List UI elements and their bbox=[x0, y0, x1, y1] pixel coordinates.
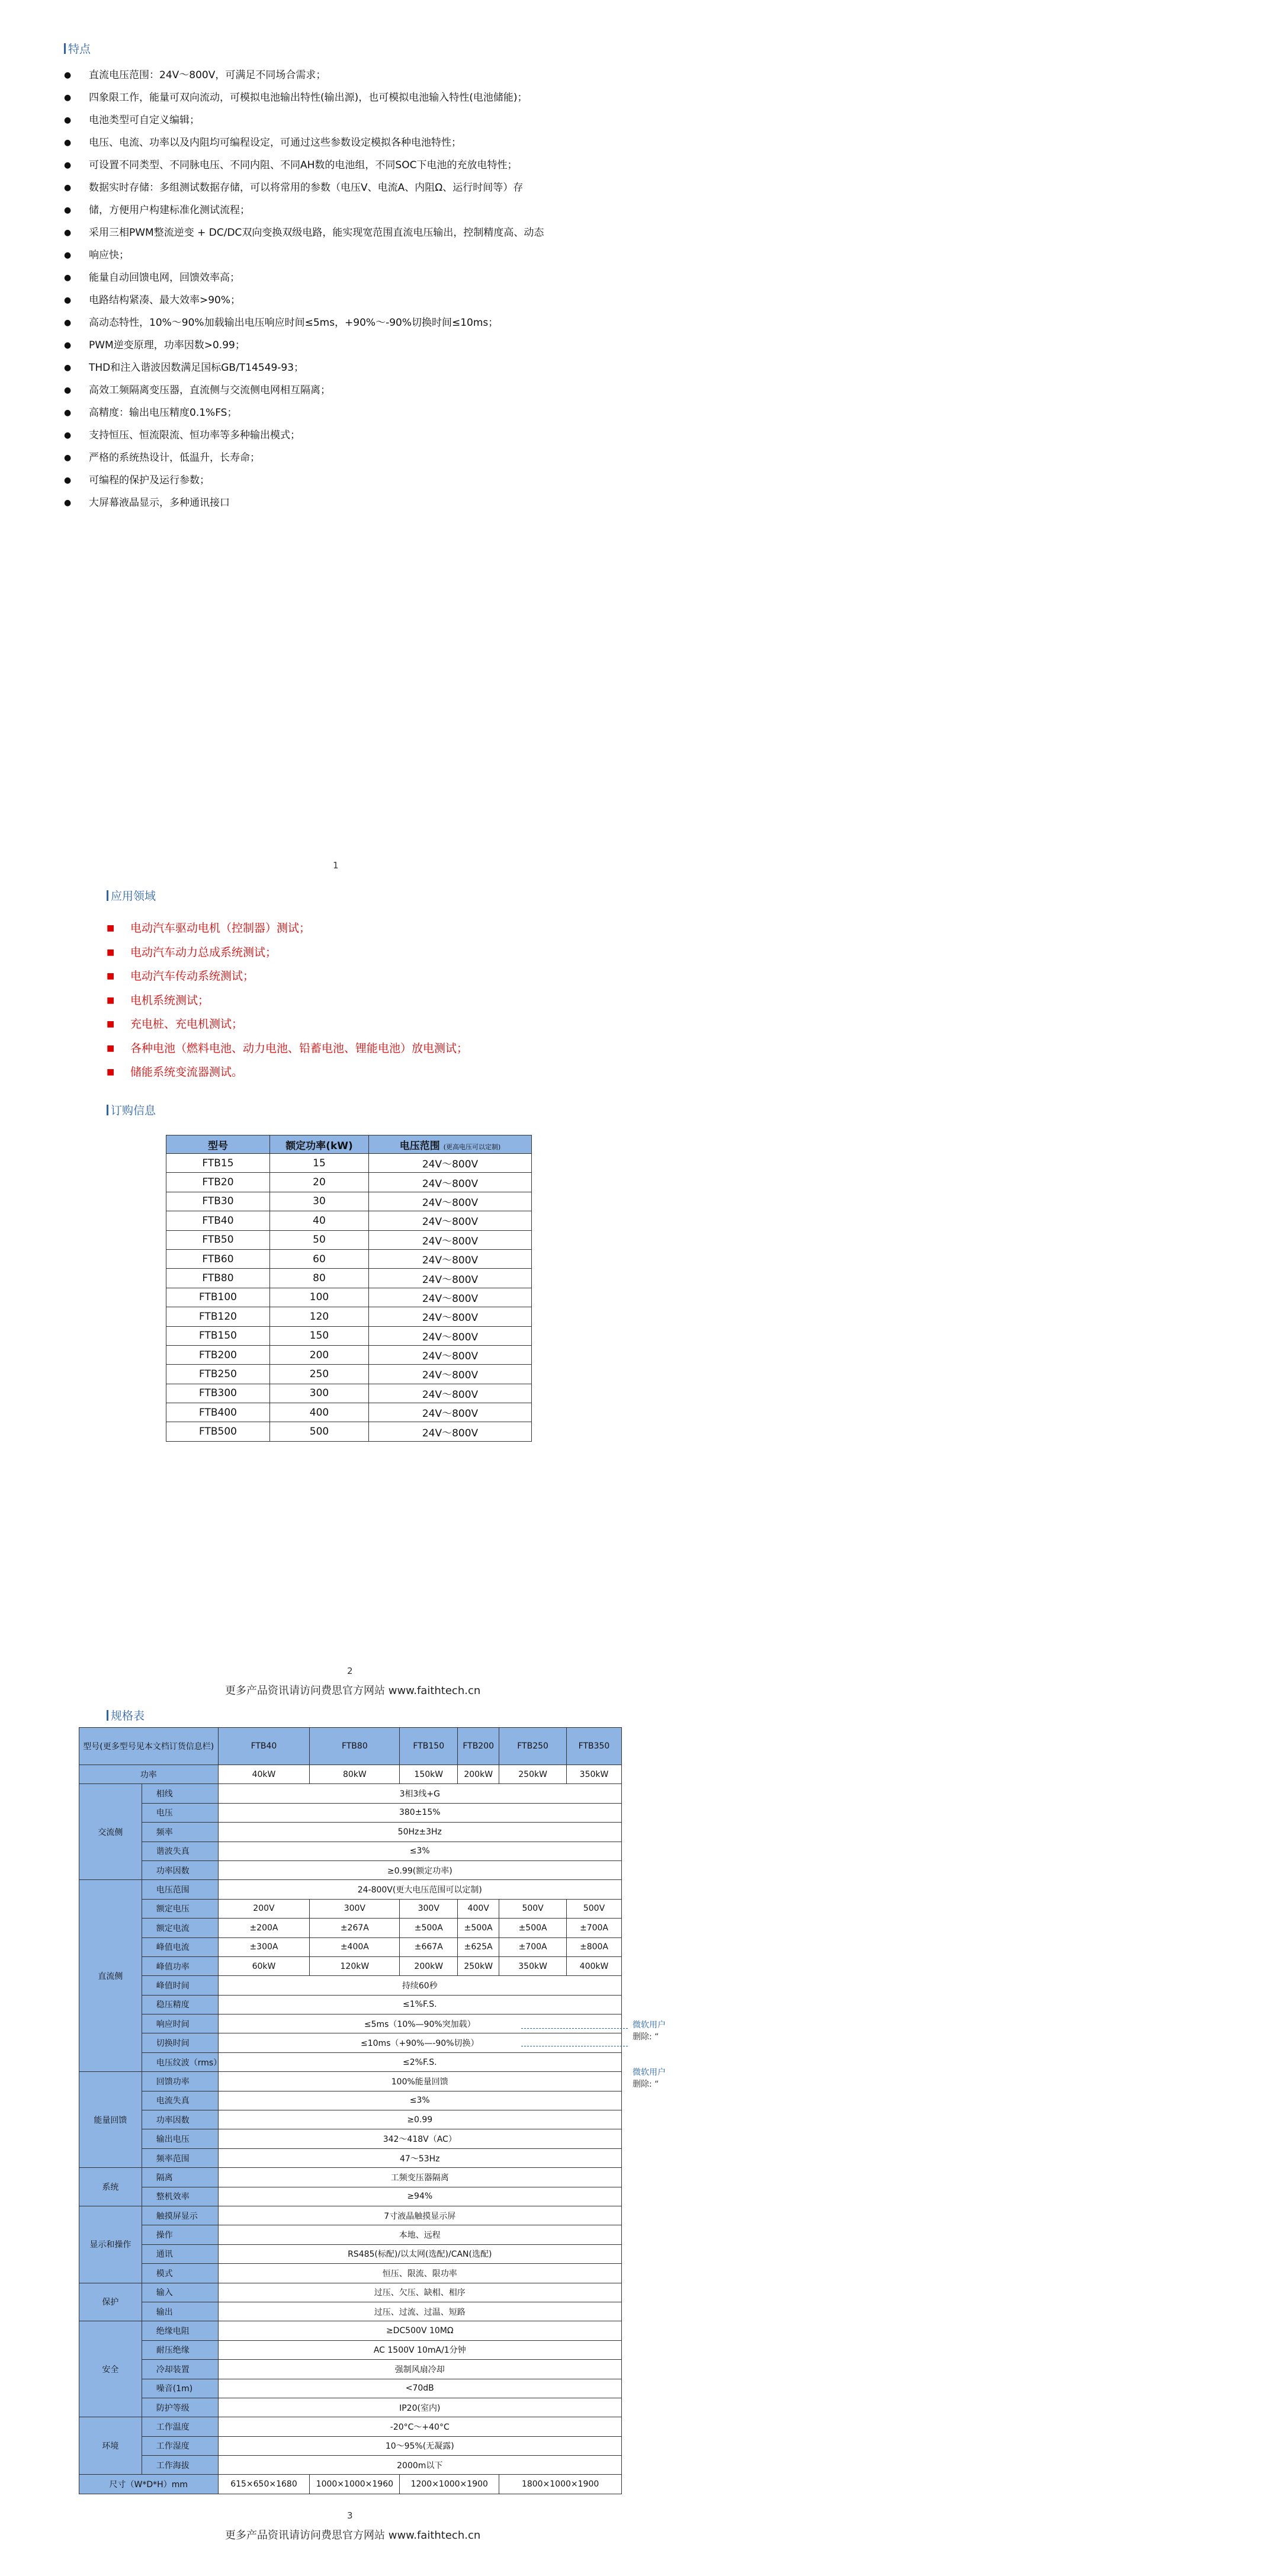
table-cell: ±500A bbox=[400, 1919, 458, 1937]
table-row bbox=[79, 2148, 622, 2167]
table-cell: 250 bbox=[270, 1365, 369, 1384]
table-row bbox=[166, 1365, 532, 1384]
table-cell: 工作温度 bbox=[142, 2417, 218, 2436]
table-row bbox=[79, 1995, 622, 2014]
model-cell: FTB200 bbox=[458, 1728, 499, 1765]
table-cell: 稳压精度 bbox=[142, 1995, 218, 2014]
table-cell: FTB60 bbox=[166, 1249, 270, 1268]
table-row bbox=[79, 1784, 622, 1803]
model-cell: FTB350 bbox=[567, 1728, 622, 1765]
table-row bbox=[79, 2110, 622, 2129]
table-row bbox=[79, 2225, 622, 2244]
table-cell: ±700A bbox=[499, 1937, 567, 1956]
table-cell: 绝缘电阻 bbox=[142, 2321, 218, 2340]
table-cell: 20 bbox=[270, 1173, 369, 1192]
table-cell: FTB40 bbox=[166, 1211, 270, 1230]
table-cell: 频率范围 bbox=[142, 2148, 218, 2167]
table-cell: 120kW bbox=[310, 1956, 400, 1975]
feature-item: ● 电池类型可自定义编辑； bbox=[64, 109, 621, 131]
feature-item-cont: ● 响应快； bbox=[64, 244, 621, 267]
table-row bbox=[166, 1384, 532, 1403]
table-row bbox=[166, 1249, 532, 1268]
table-row bbox=[79, 2417, 622, 2436]
table-cell: FTB200 bbox=[166, 1345, 270, 1364]
table-cell: FTB50 bbox=[166, 1230, 270, 1249]
page-footer: 更多产品资讯请访问费思官方网站 www.faithtech.cn bbox=[225, 2529, 481, 2542]
table-cell: 200V bbox=[218, 1899, 310, 1918]
table-cell: ≤3% bbox=[218, 1842, 621, 1860]
group-label: 直流侧 bbox=[79, 1880, 142, 2072]
power-label: 功率 bbox=[79, 1765, 219, 1784]
table-cell: 峰值时间 bbox=[142, 1976, 218, 1995]
table-cell: 80 bbox=[270, 1269, 369, 1288]
table-cell: 350kW bbox=[567, 1765, 622, 1784]
comment-text: 删除: “ bbox=[633, 2080, 659, 2089]
table-cell: 通讯 bbox=[142, 2244, 218, 2263]
table-cell: IP20(室内) bbox=[218, 2398, 621, 2417]
table-cell: 24V～800V bbox=[369, 1249, 532, 1268]
table-cell: 额定电压 bbox=[142, 1899, 218, 1918]
table-row bbox=[79, 1956, 622, 1975]
table-cell: 触摸屏显示 bbox=[142, 2206, 218, 2225]
table-cell: ≤3% bbox=[218, 2091, 621, 2110]
comment-text: 删除: “ bbox=[633, 2032, 659, 2042]
group-label: 交流侧 bbox=[79, 1784, 142, 1880]
table-cell: 回馈功率 bbox=[142, 2072, 218, 2091]
table-row bbox=[79, 2033, 622, 2052]
table-cell: 15 bbox=[270, 1154, 369, 1173]
model-cell: FTB40 bbox=[218, 1728, 310, 1765]
table-cell: FTB80 bbox=[166, 1269, 270, 1288]
application-item: ■ 充电桩、充电机测试； bbox=[107, 1012, 468, 1037]
table-row bbox=[79, 1937, 622, 1956]
table-cell: 50 bbox=[270, 1230, 369, 1249]
table-cell: -20°C～+40°C bbox=[218, 2417, 621, 2436]
application-item: ■ 电动汽车动力总成系统测试； bbox=[107, 941, 468, 965]
table-cell: 47～53Hz bbox=[218, 2148, 621, 2167]
table-row bbox=[79, 1976, 622, 1995]
table-cell: 300 bbox=[270, 1384, 369, 1403]
table-row bbox=[166, 1345, 532, 1364]
table-row bbox=[79, 2283, 622, 2302]
table-cell: 输出 bbox=[142, 2302, 218, 2321]
table-row bbox=[166, 1173, 532, 1192]
comment-balloon[interactable] bbox=[633, 2066, 666, 2090]
table-cell: ±625A bbox=[458, 1937, 499, 1956]
model-cell: FTB150 bbox=[400, 1728, 458, 1765]
group-label: 环境 bbox=[79, 2417, 142, 2475]
table-cell: 过压、欠压、缺相、相序 bbox=[218, 2283, 621, 2302]
table-cell: 400 bbox=[270, 1403, 369, 1422]
table-cell: 输入 bbox=[142, 2283, 218, 2302]
table-row bbox=[79, 2206, 622, 2225]
table-cell: 24-800V(更大电压范围可以定制) bbox=[218, 1880, 621, 1899]
order-header-power: 额定功率(kW) bbox=[270, 1135, 369, 1154]
table-cell: 工作海拔 bbox=[142, 2456, 218, 2475]
features-list bbox=[64, 64, 621, 514]
table-row bbox=[79, 2456, 622, 2475]
table-cell: 250kW bbox=[458, 1956, 499, 1975]
table-row bbox=[166, 1230, 532, 1249]
table-cell: <70dB bbox=[218, 2379, 621, 2398]
table-cell: ±267A bbox=[310, 1919, 400, 1937]
order-header-voltage: 电压范围 (更高电压可以定制) bbox=[369, 1135, 532, 1154]
group-label: 系统 bbox=[79, 2168, 142, 2206]
table-cell: 谐波失真 bbox=[142, 1842, 218, 1860]
table-row bbox=[79, 2091, 622, 2110]
table-cell: 操作 bbox=[142, 2225, 218, 2244]
table-cell: 200 bbox=[270, 1345, 369, 1364]
table-cell: 120 bbox=[270, 1307, 369, 1326]
table-cell: 噪音(1m) bbox=[142, 2379, 218, 2398]
feature-item: ● 直流电压范围：24V～800V，可满足不同场合需求； bbox=[64, 64, 621, 86]
table-cell: 24V～800V bbox=[369, 1345, 532, 1364]
table-cell: 24V～800V bbox=[369, 1211, 532, 1230]
table-cell: ≤2%F.S. bbox=[218, 2052, 621, 2071]
order-table bbox=[166, 1135, 532, 1442]
table-cell: 250kW bbox=[499, 1765, 567, 1784]
table-cell: 切换时间 bbox=[142, 2033, 218, 2052]
feature-item: ● PWM逆变原理，功率因数>0.99； bbox=[64, 334, 621, 357]
table-row bbox=[79, 1765, 622, 1784]
feature-item: ● 大屏幕液晶显示，多种通讯接口 bbox=[64, 492, 621, 514]
table-cell: 30 bbox=[270, 1192, 369, 1211]
table-cell: 200kW bbox=[458, 1765, 499, 1784]
table-cell: ≤10ms（+90%—-90%切换） bbox=[218, 2033, 621, 2052]
table-row bbox=[79, 2168, 622, 2187]
table-cell: ±500A bbox=[499, 1919, 567, 1937]
table-cell: 功率因数 bbox=[142, 2110, 218, 2129]
table-cell: 工作湿度 bbox=[142, 2436, 218, 2455]
order-header-model: 型号 bbox=[166, 1135, 270, 1154]
table-cell: 300V bbox=[400, 1899, 458, 1918]
table-cell: 500 bbox=[270, 1422, 369, 1441]
order-header-note: (更高电压可以定制) bbox=[443, 1143, 501, 1151]
table-cell: 1200×1000×1900 bbox=[400, 2475, 499, 2494]
table-cell: 1800×1000×1900 bbox=[499, 2475, 622, 2494]
group-label: 显示和操作 bbox=[79, 2206, 142, 2283]
table-cell: 恒压、限流、限功率 bbox=[218, 2264, 621, 2283]
table-cell: 150 bbox=[270, 1326, 369, 1345]
table-row bbox=[166, 1135, 532, 1154]
table-row bbox=[79, 2379, 622, 2398]
table-row bbox=[166, 1422, 532, 1441]
table-cell: FTB500 bbox=[166, 1422, 270, 1441]
table-row bbox=[79, 2244, 622, 2263]
table-cell: FTB120 bbox=[166, 1307, 270, 1326]
table-cell: 持续60秒 bbox=[218, 1976, 621, 1995]
table-row bbox=[79, 1823, 622, 1842]
table-row bbox=[79, 2264, 622, 2283]
table-cell: 100%能量回馈 bbox=[218, 2072, 621, 2091]
applications-list bbox=[107, 916, 468, 1085]
table-row bbox=[79, 1803, 622, 1822]
table-cell: ≥0.99 bbox=[218, 2110, 621, 2129]
table-cell: 24V～800V bbox=[369, 1192, 532, 1211]
table-row bbox=[79, 2052, 622, 2071]
table-cell: 200kW bbox=[400, 1956, 458, 1975]
table-cell: FTB300 bbox=[166, 1384, 270, 1403]
model-cell: FTB250 bbox=[499, 1728, 567, 1765]
table-row bbox=[79, 2475, 622, 2494]
table-row bbox=[79, 2129, 622, 2148]
table-cell: 24V～800V bbox=[369, 1154, 532, 1173]
table-cell: 2000m以下 bbox=[218, 2456, 621, 2475]
table-cell: 380±15% bbox=[218, 1803, 621, 1822]
feature-item: ● 能量自动回馈电网，回馈效率高； bbox=[64, 267, 621, 289]
table-cell: ±667A bbox=[400, 1937, 458, 1956]
table-cell: 防护等级 bbox=[142, 2398, 218, 2417]
table-cell: 电压范围 bbox=[142, 1880, 218, 1899]
feature-item: ● 可编程的保护及运行参数； bbox=[64, 469, 621, 492]
application-item: ■ 电机系统测试； bbox=[107, 989, 468, 1013]
table-cell: ±500A bbox=[458, 1919, 499, 1937]
table-cell: ±300A bbox=[218, 1937, 310, 1956]
table-cell: ≥0.99(额定功率) bbox=[218, 1860, 621, 1879]
table-cell: 10～95%(无凝露) bbox=[218, 2436, 621, 2455]
table-row bbox=[79, 2072, 622, 2091]
table-cell: 整机效率 bbox=[142, 2187, 218, 2206]
table-cell: FTB100 bbox=[166, 1288, 270, 1307]
table-row bbox=[79, 1919, 622, 1937]
spec-title: 规格表 bbox=[107, 1707, 145, 1723]
table-cell: 本地、远程 bbox=[218, 2225, 621, 2244]
table-cell: 24V～800V bbox=[369, 1173, 532, 1192]
table-cell: 7寸液晶触摸显示屏 bbox=[218, 2206, 621, 2225]
table-cell: 500V bbox=[499, 1899, 567, 1918]
comment-balloon[interactable] bbox=[633, 2019, 666, 2042]
table-row bbox=[79, 1842, 622, 1860]
table-cell: 隔离 bbox=[142, 2168, 218, 2187]
feature-item: ● 高效工频隔离变压器，直流侧与交流侧电网相互隔离； bbox=[64, 379, 621, 402]
table-row bbox=[166, 1307, 532, 1326]
feature-item: ● 数据实时存储：多组测试数据存储，可以将常用的参数（电压V、电流A、内阻Ω、运行时间等）存 bbox=[64, 177, 621, 199]
order-title: 订购信息 bbox=[107, 1102, 156, 1118]
table-cell: 1000×1000×1960 bbox=[310, 2475, 400, 2494]
table-cell: 24V～800V bbox=[369, 1403, 532, 1422]
table-cell: 过压、过流、过温、短路 bbox=[218, 2302, 621, 2321]
table-cell: FTB400 bbox=[166, 1403, 270, 1422]
feature-item-cont: ● 储，方便用户构建标准化测试流程； bbox=[64, 199, 621, 222]
table-cell: 100 bbox=[270, 1288, 369, 1307]
table-cell: 60 bbox=[270, 1249, 369, 1268]
table-cell: 40 bbox=[270, 1211, 369, 1230]
table-row bbox=[79, 2302, 622, 2321]
table-row bbox=[79, 1880, 622, 1899]
table-row bbox=[166, 1326, 532, 1345]
table-row bbox=[166, 1288, 532, 1307]
table-cell: 60kW bbox=[218, 1956, 310, 1975]
table-row bbox=[79, 2014, 622, 2033]
table-cell: ±800A bbox=[567, 1937, 622, 1956]
table-cell: 频率 bbox=[142, 1823, 218, 1842]
table-cell: ≤5ms（10%—90%突加载） bbox=[218, 2014, 621, 2033]
table-cell: ≤1%F.S. bbox=[218, 1995, 621, 2014]
group-label: 保护 bbox=[79, 2283, 142, 2321]
group-label: 能量回馈 bbox=[79, 2072, 142, 2168]
table-cell: 峰值电流 bbox=[142, 1937, 218, 1956]
table-row bbox=[166, 1269, 532, 1288]
table-cell: 耐压绝缘 bbox=[142, 2340, 218, 2359]
table-cell: 24V～800V bbox=[369, 1365, 532, 1384]
table-cell: 电压纹波（rms） bbox=[142, 2052, 218, 2071]
feature-item: ● 可设置不同类型、不同脉电压、不同内阻、不同AH数的电池组，不同SOC下电池的充放电特性； bbox=[64, 154, 621, 177]
table-cell: 输出电压 bbox=[142, 2129, 218, 2148]
table-cell: 强制风扇冷却 bbox=[218, 2360, 621, 2379]
page-footer: 更多产品资讯请访问费思官方网站 www.faithtech.cn bbox=[225, 1685, 481, 1697]
table-cell: ±200A bbox=[218, 1919, 310, 1937]
table-cell: 300V bbox=[310, 1899, 400, 1918]
comment-author: 微软用户 bbox=[633, 2068, 666, 2077]
table-cell: FTB250 bbox=[166, 1365, 270, 1384]
table-cell: 615×650×1680 bbox=[218, 2475, 310, 2494]
feature-item: ● 四象限工作，能量可双向流动，可模拟电池输出特性(输出源)，也可模拟电池输入特性(电池储能)； bbox=[64, 86, 621, 109]
model-cell: FTB80 bbox=[310, 1728, 400, 1765]
feature-item: ● THD和注入谐波因数满足国标GB/T14549-93； bbox=[64, 357, 621, 379]
table-cell: 50Hz±3Hz bbox=[218, 1823, 621, 1842]
table-cell: 功率因数 bbox=[142, 1860, 218, 1879]
table-cell: RS485(标配)/以太网(选配)/CAN(选配) bbox=[218, 2244, 621, 2263]
table-cell: 响应时间 bbox=[142, 2014, 218, 2033]
table-row bbox=[79, 2340, 622, 2359]
table-cell: 350kW bbox=[499, 1956, 567, 1975]
table-cell: 400kW bbox=[567, 1956, 622, 1975]
table-row bbox=[79, 2187, 622, 2206]
table-cell: 24V～800V bbox=[369, 1288, 532, 1307]
size-label: 尺寸（W*D*H）mm bbox=[79, 2475, 219, 2494]
table-row bbox=[79, 1860, 622, 1879]
feature-item: ● 电压、电流、功率以及内阻均可编程设定，可通过这些参数设定模拟各种电池特性； bbox=[64, 131, 621, 154]
table-row bbox=[79, 1899, 622, 1918]
table-row bbox=[79, 2321, 622, 2340]
table-cell: 24V～800V bbox=[369, 1422, 532, 1441]
application-item: ■ 电动汽车传动系统测试； bbox=[107, 964, 468, 989]
table-cell: FTB15 bbox=[166, 1154, 270, 1173]
table-cell: FTB150 bbox=[166, 1326, 270, 1345]
application-item: ■ 储能系统变流器测试。 bbox=[107, 1060, 468, 1085]
table-row bbox=[79, 2360, 622, 2379]
table-cell: 342～418V（AC） bbox=[218, 2129, 621, 2148]
page-number: 3 bbox=[347, 2510, 353, 2521]
table-row bbox=[79, 2436, 622, 2455]
table-row bbox=[166, 1403, 532, 1422]
table-cell: 电压 bbox=[142, 1803, 218, 1822]
table-cell: ≥94% bbox=[218, 2187, 621, 2206]
feature-item: ● 支持恒压、恒流限流、恒功率等多种输出模式； bbox=[64, 424, 621, 447]
table-row bbox=[166, 1154, 532, 1173]
table-cell: 额定电流 bbox=[142, 1919, 218, 1937]
table-cell: AC 1500V 10mA/1分钟 bbox=[218, 2340, 621, 2359]
table-cell: 24V～800V bbox=[369, 1326, 532, 1345]
spec-table bbox=[79, 1727, 622, 2494]
page-number: 2 bbox=[347, 1666, 353, 1676]
feature-item: ● 高精度：输出电压精度0.1%FS； bbox=[64, 402, 621, 424]
table-cell: FTB20 bbox=[166, 1173, 270, 1192]
table-cell: FTB30 bbox=[166, 1192, 270, 1211]
comment-author: 微软用户 bbox=[633, 2020, 666, 2030]
feature-item: ● 高动态特性，10%～90%加载输出电压响应时间≤5ms，+90%～-90%切换时间≤10ms； bbox=[64, 312, 621, 334]
table-cell: 24V～800V bbox=[369, 1269, 532, 1288]
table-cell: 相线 bbox=[142, 1784, 218, 1803]
table-cell: 峰值功率 bbox=[142, 1956, 218, 1975]
table-cell: 模式 bbox=[142, 2264, 218, 2283]
table-row bbox=[79, 1728, 622, 1765]
table-cell: 150kW bbox=[400, 1765, 458, 1784]
comment-connector bbox=[521, 2028, 628, 2029]
feature-item: ● 电路结构紧凑、最大效率>90%； bbox=[64, 289, 621, 312]
model-header: 型号(更多型号见本文档订货信息栏) bbox=[79, 1728, 219, 1765]
table-cell: ≥DC500V 10MΩ bbox=[218, 2321, 621, 2340]
features-title: 特点 bbox=[64, 40, 91, 56]
table-cell: ±400A bbox=[310, 1937, 400, 1956]
table-cell: 80kW bbox=[310, 1765, 400, 1784]
table-cell: 40kW bbox=[218, 1765, 310, 1784]
table-cell: 冷却装置 bbox=[142, 2360, 218, 2379]
feature-item: ● 严格的系统热设计，低温升，长寿命； bbox=[64, 447, 621, 469]
table-cell: 24V～800V bbox=[369, 1307, 532, 1326]
table-cell: ±700A bbox=[567, 1919, 622, 1937]
group-label: 安全 bbox=[79, 2321, 142, 2417]
table-row bbox=[166, 1211, 532, 1230]
table-cell: 工频变压器隔离 bbox=[218, 2168, 621, 2187]
applications-title: 应用领域 bbox=[107, 887, 156, 903]
table-cell: 500V bbox=[567, 1899, 622, 1918]
table-cell: 400V bbox=[458, 1899, 499, 1918]
table-cell: 24V～800V bbox=[369, 1384, 532, 1403]
feature-item: ● 采用三相PWM整流逆变 + DC/DC双向变换双级电路，能实现宽范围直流电压输出，控制精度高、动态 bbox=[64, 222, 621, 244]
table-cell: 24V～800V bbox=[369, 1230, 532, 1249]
page-number: 1 bbox=[333, 860, 339, 871]
application-item: ■ 各种电池（燃料电池、动力电池、铅蓄电池、锂能电池）放电测试； bbox=[107, 1037, 468, 1061]
table-cell: 电流失真 bbox=[142, 2091, 218, 2110]
application-item: ■ 电动汽车驱动电机（控制器）测试； bbox=[107, 916, 468, 941]
table-row bbox=[79, 2398, 622, 2417]
table-cell: 3相3线+G bbox=[218, 1784, 621, 1803]
table-row bbox=[166, 1192, 532, 1211]
